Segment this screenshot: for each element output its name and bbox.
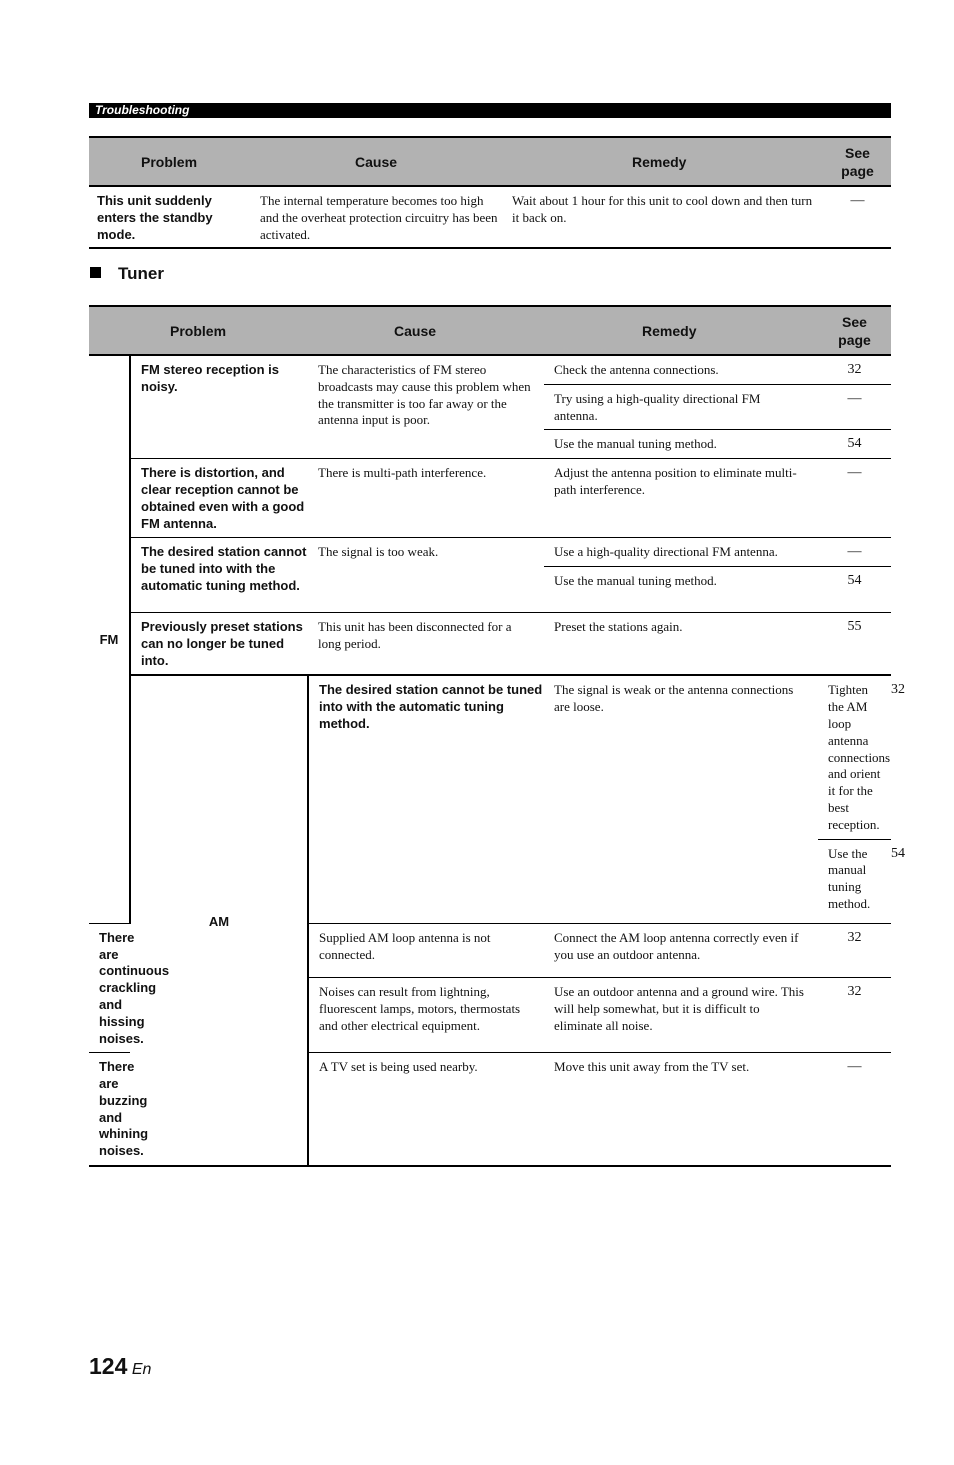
col-header-remedy: Remedy — [512, 137, 824, 186]
problem-cell: There are continuous crackling and hissing noises. — [89, 923, 130, 1053]
col-header-see-page: See page — [818, 306, 891, 355]
cause-cell: The internal temperature becomes too high and the overheat protection circuitry has been activated. — [260, 193, 498, 242]
remedy-cell: Use a high-quality directional FM antenna. — [544, 538, 818, 567]
remedy-cell: Adjust the antenna position to eliminate multi-path interference. — [544, 459, 818, 538]
remedy-cell: Connect the AM loop antenna correctly even if you use an outdoor antenna. — [544, 923, 818, 978]
page-footer — [89, 1352, 151, 1384]
cause-cell: The characteristics of FM stereo broadcasts may cause this problem when the transmitter is too far away or the antenna input is poor. — [318, 362, 531, 428]
page-number: 124 — [89, 1353, 128, 1379]
tuner-troubleshooting-table — [89, 305, 906, 1167]
square-bullet-icon — [90, 267, 101, 278]
col-header-cause: Cause — [308, 306, 544, 355]
col-header-problem: Problem — [89, 306, 308, 355]
table-row: AM The desired station cannot be tuned into with the automatic tuning method. The signal is weak or the antenna connections are loose. Tighten the AM loop antenna connections and orient it for the best reception. 32 — [89, 675, 891, 839]
col-header-remedy: Remedy — [544, 306, 818, 355]
page-cell: — — [850, 193, 865, 208]
cause-cell: Noises can result from lightning, fluorescent lamps, motors, thermostats and other electrical equipment. — [308, 978, 544, 1053]
col-header-cause: Cause — [260, 137, 512, 186]
cause-cell: Supplied AM loop antenna is not connected. — [308, 923, 544, 978]
problem-cell: There is distortion, and clear reception cannot be obtained even with a good FM antenna. — [130, 459, 308, 538]
col-header-see-page: See page — [824, 137, 891, 186]
page-cell: — — [818, 384, 891, 430]
page-cell: 32 — [818, 978, 891, 1053]
page-cell: — — [818, 1053, 891, 1166]
general-troubleshooting-table — [89, 136, 891, 249]
cause-cell: This unit has been disconnected for a long period. — [308, 612, 544, 675]
problem-cell: FM stereo reception is noisy. — [141, 362, 279, 394]
section-heading-text: Tuner — [118, 264, 164, 283]
table-row — [89, 538, 891, 567]
table-row — [89, 459, 891, 538]
table-row — [89, 612, 891, 675]
page-cell: 54 — [818, 430, 891, 459]
cause-cell: The signal is weak or the antenna connections are loose. — [544, 675, 818, 923]
remedy-cell: Try using a high-quality directional FM antenna. — [544, 384, 818, 430]
remedy-cell: Wait about 1 hour for this unit to cool down and then turn it back on. — [512, 193, 813, 225]
remedy-cell: Use the manual tuning method. — [818, 839, 891, 923]
problem-cell: This unit suddenly enters the standby mode. — [97, 193, 213, 242]
table-row — [89, 186, 891, 248]
table-header-row — [89, 137, 891, 186]
problem-cell: There are buzzing and whining noises. — [89, 1053, 130, 1166]
remedy-cell: Use the manual tuning method. — [544, 430, 818, 459]
section-header-bar — [89, 103, 891, 118]
remedy-cell: Use an outdoor antenna and a ground wire. This will help somewhat, but it is difficult to eliminate all noise. — [544, 978, 818, 1053]
cause-cell: A TV set is being used nearby. — [308, 1053, 544, 1166]
problem-cell: The desired station cannot be tuned into with the automatic tuning method. — [308, 675, 544, 923]
page-cell: 55 — [818, 612, 891, 675]
page-cell: — — [818, 459, 891, 538]
band-label-am: AM — [130, 675, 308, 1166]
remedy-cell: Use the manual tuning method. — [544, 567, 818, 613]
remedy-cell: Preset the stations again. — [544, 612, 818, 675]
table-header-row — [89, 306, 891, 355]
section-heading-tuner — [90, 264, 164, 284]
band-label-fm: FM — [89, 355, 130, 923]
table-row: Use the manual tuning method. 54 — [89, 839, 891, 923]
cause-cell: There is multi-path interference. — [308, 459, 544, 538]
section-header-label: Troubleshooting — [95, 103, 190, 117]
page-cell: 32 — [847, 362, 862, 377]
col-header-problem: Problem — [89, 137, 260, 186]
table-row — [89, 355, 891, 384]
page-cell: — — [818, 538, 891, 567]
remedy-cell: Check the antenna connections. — [554, 362, 719, 377]
cause-cell: The signal is too weak. — [308, 538, 544, 613]
page-cell: 32 — [818, 923, 891, 978]
remedy-cell: Move this unit away from the TV set. — [544, 1053, 818, 1166]
page-cell: 54 — [818, 567, 891, 613]
remedy-cell: Tighten the AM loop antenna connections and orient it for the best reception. — [818, 675, 891, 839]
problem-cell: Previously preset stations can no longer be tuned into. — [130, 612, 308, 675]
language-label: En — [131, 1361, 152, 1378]
problem-cell: The desired station cannot be tuned into with the automatic tuning method. — [130, 538, 308, 613]
